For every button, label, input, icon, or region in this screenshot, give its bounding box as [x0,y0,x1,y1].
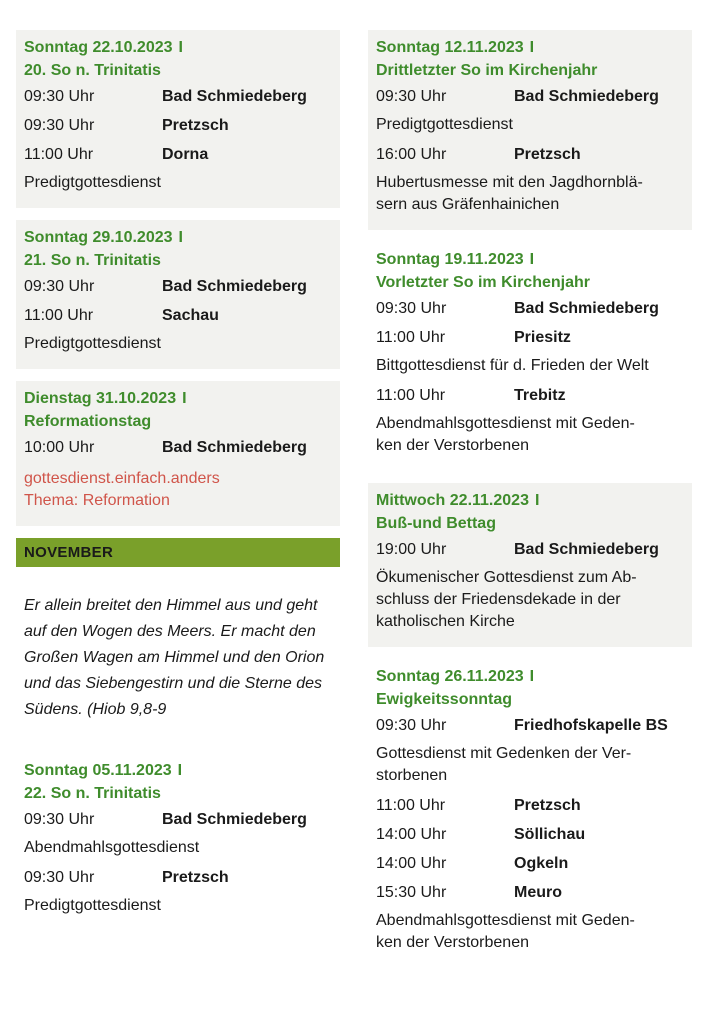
left-column [16,30,340,943]
event-block [16,753,340,931]
event-date [376,665,684,688]
service-time: 09:30 Uhr [24,117,95,134]
service-location: Trebitz [514,387,566,404]
service-row [24,82,332,111]
service-time: 11:00 Uhr [376,387,446,404]
event-occasion: 22. So n. Trinitatis [24,785,161,802]
service-row [376,849,684,878]
service-description: Bittgottesdienst für d. Frieden der Welt [376,357,649,374]
date-separator: I [178,39,183,56]
date-separator: I [178,229,183,246]
service-row [376,791,684,820]
right-column [368,30,692,980]
service-time: 11:00 Uhr [376,797,446,814]
month-banner [16,538,340,567]
service-location: Dorna [162,146,209,163]
service-location: Bad Schmiedeberg [162,439,307,456]
event-block [16,220,340,369]
event-block [368,30,692,230]
event-date-text: Mittwoch 22.11.2023 [376,492,529,509]
service-location: Söllichau [514,826,586,843]
service-row [376,323,684,352]
service-description: Predigtgottesdienst [24,897,161,914]
event-date [24,759,332,782]
service-description: Predigtgottesdienst [376,116,513,133]
event-occasion: Vorletzter So im Kirchenjahr [376,274,590,291]
service-location: Pretzsch [514,797,581,814]
service-row [24,805,332,834]
event-date [376,36,684,59]
service-location: Bad Schmiedeberg [162,88,307,105]
service-row [24,111,332,140]
service-description: Gottesdienst mit Gedenken der Ver- storbenen [376,745,632,784]
service-time: 09:30 Uhr [24,811,95,828]
left-after-events [16,753,340,931]
event-block [16,30,340,208]
service-row [376,820,684,849]
service-description: Ökumenischer Gottesdienst zum Ab- schluss der Friedensdekade in der katholischen Kirche [376,569,637,630]
event-date-text: Sonntag 26.11.2023 [376,668,524,685]
event-block [368,659,692,968]
service-row [24,272,332,301]
month-label: NOVEMBER [24,544,114,561]
service-row [376,535,684,564]
service-time: 15:30 Uhr [376,884,447,901]
service-location: Meuro [514,884,562,901]
event-date-text: Sonntag 29.10.2023 [24,229,173,246]
service-time: 09:30 Uhr [24,278,95,295]
service-time: 09:30 Uhr [24,869,95,886]
service-location: Friedhofskapelle BS [514,717,668,734]
service-description: Hubertusmesse mit den Jagdhornblä- sern aus Gräfenhainichen [376,174,643,213]
service-row [24,140,332,169]
service-location: Bad Schmiedeberg [514,88,659,105]
event-date-text: Dienstag 31.10.2023 [24,390,177,407]
bible-verse: Er allein breitet den Himmel aus und geht auf den Wogen des Meers. Er macht den Großen Wagen am Himmel und den Orion und das Siebengestirn und die Sterne des Südens. (Hiob 9,8-9 [24,597,325,718]
date-separator: I [529,39,535,56]
service-location: Sachau [162,307,219,324]
event-date [24,36,332,59]
service-description: Abendmahlsgottesdienst mit Geden- ken der Verstorbenen [376,415,635,454]
event-occasion: 21. So n. Trinitatis [24,252,161,269]
service-location: Pretzsch [162,117,229,134]
service-time: 16:00 Uhr [376,146,447,163]
event-date-text: Sonntag 12.11.2023 [376,39,524,56]
service-time: 11:00 Uhr [376,329,446,346]
highlight-line: Thema: Reformation [24,492,170,509]
service-row [376,381,684,410]
service-row [24,301,332,330]
service-description: Abendmahlsgottesdienst mit Geden- ken der Verstorbenen [376,912,635,951]
service-location: Priesitz [514,329,571,346]
date-separator: I [529,251,535,268]
event-occasion: Buß-und Bettag [376,515,496,532]
event-date-text: Sonntag 05.11.2023 [24,762,172,779]
service-location: Bad Schmiedeberg [514,541,659,558]
event-occasion: Drittletzter So im Kirchenjahr [376,62,598,79]
service-description: Abendmahlsgottesdienst [24,839,200,856]
service-location: Bad Schmiedeberg [162,278,307,295]
event-occasion: Ewigkeitssonntag [376,691,513,708]
event-date-text: Sonntag 22.10.2023 [24,39,173,56]
service-time: 14:00 Uhr [376,826,447,843]
service-row [24,863,332,892]
service-location: Pretzsch [162,869,229,886]
event-block [368,242,692,471]
date-separator: I [529,668,535,685]
event-occasion: 20. So n. Trinitatis [24,62,161,79]
event-block [368,483,692,647]
service-location: Pretzsch [514,146,581,163]
event-block [16,381,340,526]
service-time: 11:00 Uhr [24,146,94,163]
service-row [376,878,684,907]
service-time: 09:30 Uhr [24,88,95,105]
service-time: 19:00 Uhr [376,541,447,558]
service-time: 09:30 Uhr [376,717,447,734]
event-occasion: Reformationstag [24,413,152,430]
date-separator: I [182,390,187,407]
event-date [24,387,332,410]
service-time: 11:00 Uhr [24,307,94,324]
event-date [376,248,684,271]
service-time: 09:30 Uhr [376,300,447,317]
event-date [24,226,332,249]
service-row [24,433,332,462]
highlight-line: gottesdienst.einfach.anders [24,470,220,487]
service-time: 14:00 Uhr [376,855,447,872]
service-description: Predigtgottesdienst [24,174,161,191]
service-location: Ogkeln [514,855,569,872]
service-row [376,294,684,323]
service-row [376,140,684,169]
service-location: Bad Schmiedeberg [514,300,659,317]
left-top-events [16,30,340,526]
date-separator: I [534,492,540,509]
service-description: Predigtgottesdienst [24,335,161,352]
service-time: 10:00 Uhr [24,439,95,456]
service-time: 09:30 Uhr [376,88,447,105]
service-highlight [24,468,332,512]
event-date-text: Sonntag 19.11.2023 [376,251,524,268]
service-location: Bad Schmiedeberg [162,811,307,828]
service-row [376,711,684,740]
service-row [376,82,684,111]
date-separator: I [177,762,183,779]
event-date [376,489,684,512]
